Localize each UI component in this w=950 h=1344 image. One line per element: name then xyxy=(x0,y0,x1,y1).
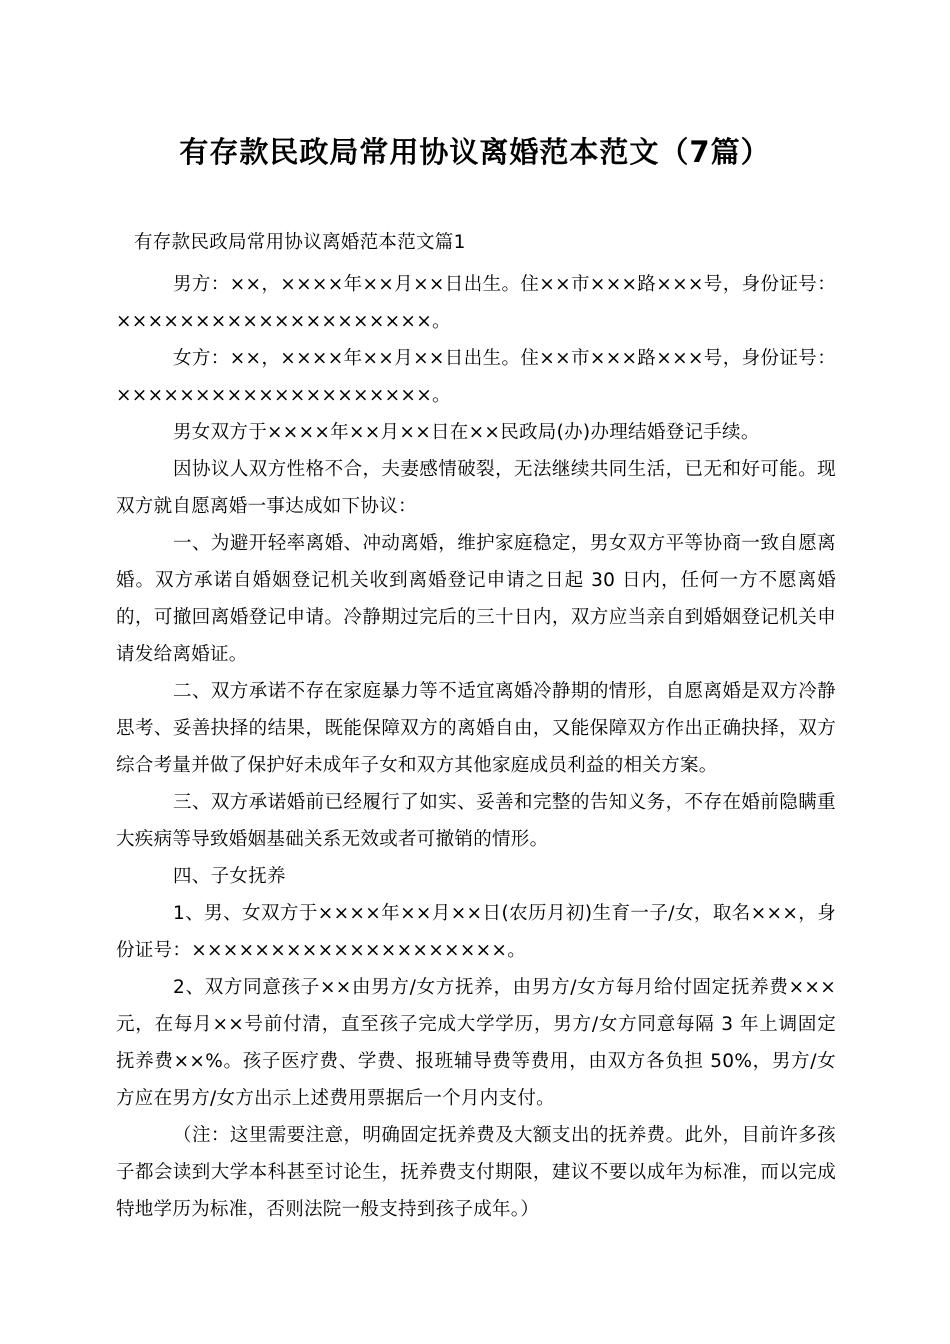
paragraph-clause-4-heading: 四、子女抚养 xyxy=(173,866,286,887)
paragraph-clause-1: 一、为避开轻率离婚、冲动离婚，维护家庭稳定，男女双方平等协商一致自愿离婚。双方承诺自婚姻登记机关收到离婚登记申请之日起 30 日内，任何一方不愿离婚的，可撤回离婚登记申请。冷静期过完后的三十日内，双方应当亲自到婚姻登记机关申请发给离婚证。 xyxy=(116,533,836,665)
paragraph-child-support: 2、双方同意孩子××由男方/女方抚养，由男方/女方每月给付固定抚养费×××元，在每月××号前付清，直至孩子完成大学学历，男方/女方同意每隔 3 年上调固定抚养费××%。孩子医疗费、学费、报班辅导费等费用，由双方各负担 50%，男方/女方应在男方/女方出示上述费用票据后一个月内支付。 xyxy=(116,977,836,1109)
paragraph-female-party: 女方：××，××××年××月××日出生。住××市×××路×××号，身份证号：××××××××××××××××××××。 xyxy=(116,348,836,406)
document-body xyxy=(116,224,836,1228)
paragraph-clause-2: 二、双方承诺不存在家庭暴力等不适宜离婚冷静期的情形，自愿离婚是双方冷静思考、妥善抉择的结果，既能保障双方的离婚自由，又能保障双方作出正确抉择，双方综合考量并做了保护好未成年子女和双方其他家庭成员利益的相关方案。 xyxy=(116,681,836,776)
paragraph-clause-3: 三、双方承诺婚前已经履行了如实、妥善和完整的告知义务，不存在婚前隐瞒重大疾病等导致婚姻基础关系无效或者可撤销的情形。 xyxy=(116,792,836,850)
paragraph-child-birth: 1、男、女双方于××××年××月××日(农历月初)生育一子/女，取名×××，身份证号：××××××××××××××××××××。 xyxy=(116,903,836,961)
paragraph-male-party: 男方：××，××××年××月××日出生。住××市×××路×××号，身份证号：××××××××××××××××××××。 xyxy=(116,274,836,332)
section-heading: 有存款民政局常用协议离婚范本范文篇1 xyxy=(134,232,466,253)
paragraph-marriage-registration: 男女双方于××××年××月××日在××民政局(办)办理结婚登记手续。 xyxy=(173,422,760,443)
paragraph-divorce-reason: 因协议人双方性格不合，夫妻感情破裂，无法继续共同生活，已无和好可能。现双方就自愿离婚一事达成如下协议： xyxy=(116,459,836,517)
paragraph-note: （注：这里需要注意，明确固定抚养费及大额支出的抚养费。此外，目前许多孩子都会读到大学本科甚至讨论生，抚养费支付期限，建议不要以成年为标准，而以完成特地学历为标准，否则法院一般支持到孩子成年。） xyxy=(116,1125,836,1220)
document-title: 有存款民政局常用协议离婚范本范文（7篇） xyxy=(179,135,771,169)
